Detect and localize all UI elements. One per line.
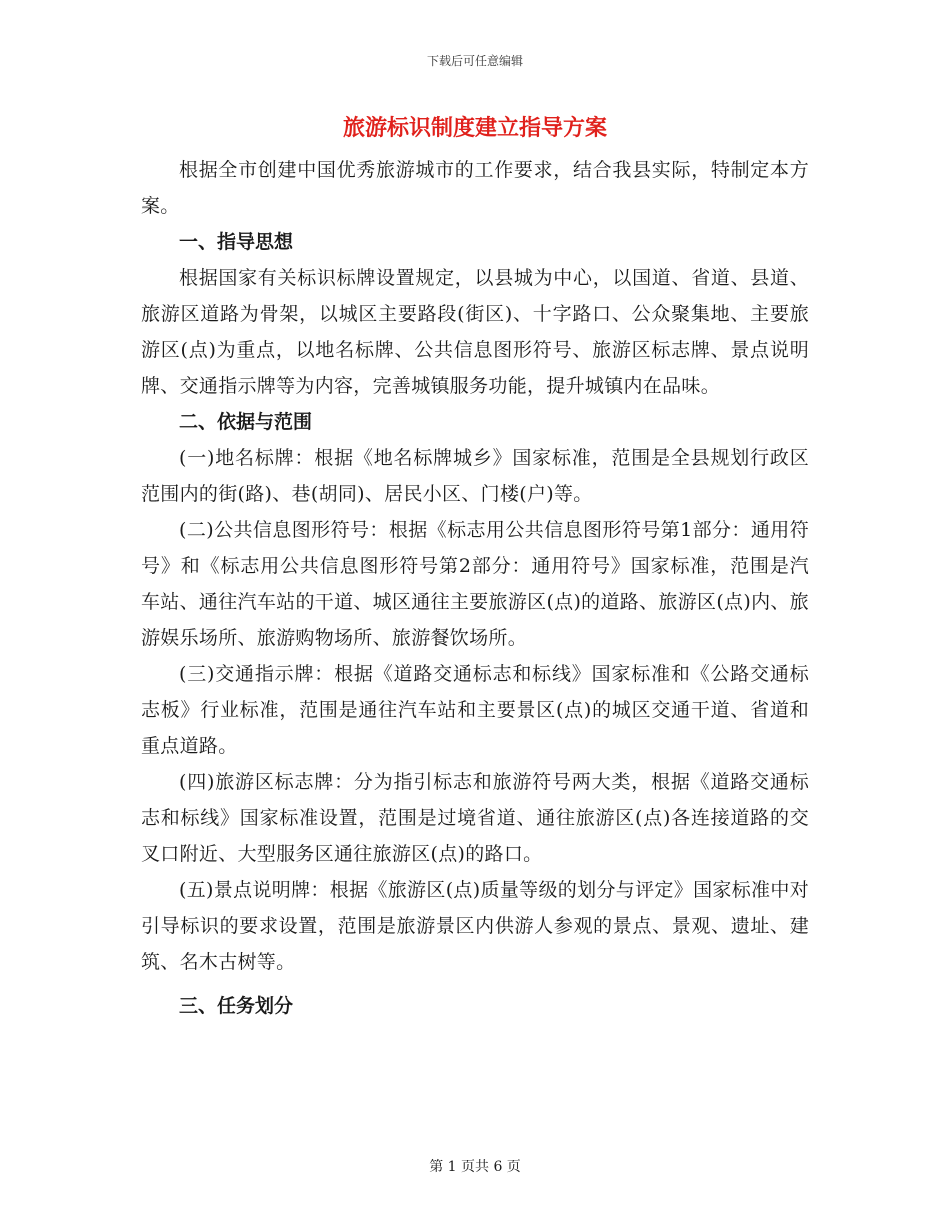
document-title: 旅游标识制度建立指导方案	[342, 115, 607, 141]
document-body	[141, 112, 809, 1024]
basis-item-public-info-symbols: (二)公共信息图形符号：根据《标志用公共信息图形符号第1部分：通用符号》和《标志用公共信息图形符号第2部分：通用符号》国家标准，范围是汽车站、通往汽车站的干道、城区通往主要旅游区(点)的道路、旅游区(点)内、旅游娱乐场所、旅游购物场所、旅游餐饮场所。	[141, 519, 809, 649]
section-heading-task-division: 三、任务划分	[179, 995, 294, 1017]
section-heading-guiding-thought: 一、指导思想	[179, 231, 294, 253]
basis-item-tourist-area-signs: (四)旅游区标志牌：分为指引标志和旅游符号两大类，根据《道路交通标志和标线》国家标准设置，范围是过境省道、通往旅游区(点)各连接道路的交叉口附近、大型服务区通往旅游区(点)的路口。	[141, 771, 809, 865]
page-footer: 第 1 页共 6 页	[429, 1159, 521, 1175]
intro-paragraph: 根据全市创建中国优秀旅游城市的工作要求，结合我县实际，特制定本方案。	[141, 159, 809, 217]
guiding-thought-paragraph: 根据国家有关标识标牌设置规定，以县城为中心，以国道、省道、县道、旅游区道路为骨架，以城区主要路段(街区)、十字路口、公众聚集地、主要旅游区(点)为重点，以地名标牌、公共信息图形符号、旅游区标志牌、景点说明牌、交通指示牌等为内容，完善城镇服务功能，提升城镇内在品味。	[141, 267, 809, 397]
section-heading-basis-and-scope: 二、依据与范围	[179, 411, 313, 433]
basis-item-scenic-spot-signs: (五)景点说明牌：根据《旅游区(点)质量等级的划分与评定》国家标准中对引导标识的要求设置，范围是旅游景区内供游人参观的景点、景观、遗址、建筑、名木古树等。	[141, 879, 809, 973]
page-header: 下载后可任意编辑	[426, 54, 523, 68]
basis-item-place-name-signs: (一)地名标牌：根据《地名标牌城乡》国家标准，范围是全县规划行政区范围内的街(路)、巷(胡同)、居民小区、门楼(户)等。	[141, 447, 809, 505]
basis-item-traffic-signs: (三)交通指示牌：根据《道路交通标志和标线》国家标准和《公路交通标志板》行业标准，范围是通往汽车站和主要景区(点)的城区交通干道、省道和重点道路。	[141, 663, 809, 757]
